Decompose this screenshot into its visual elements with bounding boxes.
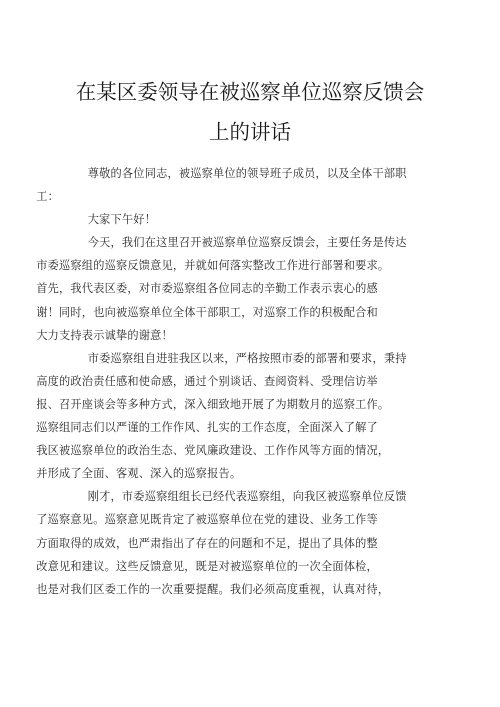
title-line-1: 在某区委领导在被巡察单位巡察反馈会 [75,80,425,104]
paragraph-line: 也是对我们区委工作的一次重要提醒。我们必须高度重视，认真对待， [36,582,390,596]
paragraph-line: 我区被巡察单位的政治生态、党风廉政建设、工作作风等方面的情况， [36,444,390,458]
paragraph-line: 工： [36,190,60,204]
paragraph-line: 刚才，市委巡察组组长已经代表巡察组，向我区被巡察单位反馈 [87,490,407,504]
paragraph-inspection-work [36,347,438,486]
paragraph-line: 市委巡察组的巡察反馈意见，并就如何落实整改工作进行部署和要求。 [36,259,390,273]
paragraph-line: 大家下午好！ [87,213,157,227]
paragraph-line: 了巡察意见。巡察意见既肯定了被巡察单位在党的建设、业务工作等 [36,513,378,527]
paragraph-line: 大力支持表示诚挚的谢意！ [36,328,173,342]
paragraph-line: 尊敬的各位同志，被巡察单位的领导班子成员，以及全体干部职 [87,167,407,180]
paragraph-line: 巡察组同志们以严谨的工作作风、扎实的工作态度，全面深入了解了 [36,421,378,435]
paragraph-line: 今天，我们在这里召开被巡察单位巡察反馈会，主要任务是传达 [87,236,407,250]
paragraph-line: 方面取得的成效，也严肃指出了存在的问题和不足，提出了具体的整 [36,536,378,550]
paragraph-line: 改意见和建议。这些反馈意见，既是对被巡察单位的一次全面体检， [36,559,378,573]
paragraph-line: 并形成了全面、客观、深入的巡察报告。 [36,467,242,481]
document-title [62,72,438,152]
paragraph-opening [36,231,438,346]
title-line-2: 上的讲话 [209,120,291,144]
paragraph-line: 高度的政治责任感和使命感，通过个别谈话、查阅资料、受理信访举 [36,374,378,388]
paragraph-line: 市委巡察组自进驻我区以来，严格按照市委的部署和要求，秉持 [87,351,407,365]
document-body [36,162,438,601]
paragraph-line: 首先，我代表区委，对市委巡察组各位同志的辛勤工作表示衷心的感 [36,282,378,296]
paragraph-greeting [62,208,438,231]
paragraph-line: 谢！同时，也向被巡察单位全体干部职工，对巡察工作的积极配合和 [36,305,378,319]
paragraph-salutation [36,162,438,208]
paragraph-feedback [36,485,438,600]
paragraph-line: 报、召开座谈会等多种方式，深入细致地开展了为期数月的巡察工作。 [36,397,390,411]
